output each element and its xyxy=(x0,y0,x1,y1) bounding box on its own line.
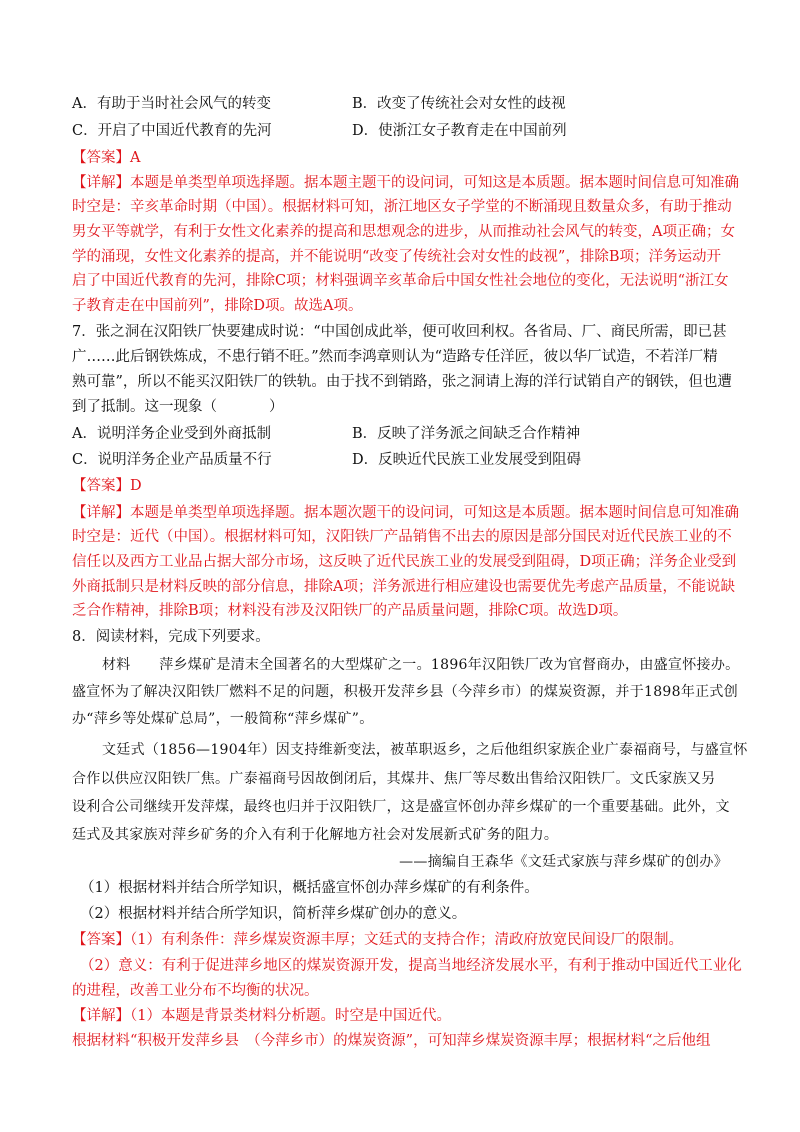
q8-sub-question-1: （1）根据材料并结合所学知识，概括盛宣怀创办萍乡煤矿的有利条件。 xyxy=(80,880,539,896)
q6-option-c: C．开启了中国近代教育的先河 xyxy=(72,123,272,139)
q8-answer-line: 的进程，改善工业分布不均衡的状况。 xyxy=(72,983,319,999)
q8-sub-question-2: （2）根据材料并结合所学知识，简析萍乡煤矿创办的意义。 xyxy=(80,906,467,922)
q6-detail-line: 启了中国近代教育的先河，排除C项；材料强调辛亥革命后中国女性社会地位的变化，无法说明“浙江女 xyxy=(72,273,729,289)
q6-option-d: D．使浙江女子教育走在中国前列 xyxy=(352,123,567,139)
q8-material-line: 廷式及其家族对萍乡矿务的介入有利于化解地方社会对发展新式矿务的阻力。 xyxy=(72,827,559,843)
q8-material-line: 办“萍乡等处煤矿总局”，一般简称“萍乡煤矿”。 xyxy=(72,711,374,727)
q6-detail-line: 子教育走在中国前列”，排除D项。故选A项。 xyxy=(72,298,363,314)
q7-detail-line: 信任以及西方工业品占据大部分市场，这反映了近代民族工业的发展受到阻碍，D项正确；洋务企业受到 xyxy=(72,554,737,570)
q8-detail-line: 根据材料“积极开发萍乡县 （今萍乡市）的煤炭资源”，可知萍乡煤炭资源丰厚；根据材料“之后他组 xyxy=(72,1033,711,1049)
q7-stem-close: ） xyxy=(269,399,284,415)
q6-answer: 【答案】A xyxy=(72,150,141,166)
q7-stem-line: 7．张之洞在汉阳铁厂快要建成时说：“中国创成此举，便可收回利权。各省局、厂、商民所需，即已甚 xyxy=(72,324,727,340)
q7-detail-line: 【详解】本题是单类型单项选择题。据本题次题干的设问词，可知这是本质题。据本题时间信息可知准确 xyxy=(72,505,739,521)
q7-option-d: D．反映近代民族工业发展受到阻碍 xyxy=(352,452,582,468)
q8-stem: 8．阅读材料，完成下列要求。 xyxy=(72,629,270,645)
q8-material-line: 盛宣怀为了解决汉阳铁厂燃料不足的问题，积极开发萍乡县（今萍乡市）的煤炭资源，并于1898年正式创 xyxy=(72,684,739,700)
q6-detail-line: 时空是：辛亥革命时期（中国）。根据材料可知，浙江地区女子学堂的不断涌现且数量众多，有助于推动 xyxy=(72,199,732,215)
q7-detail-line: 外商抵制只是材料反映的部分信息，排除A项；洋务派进行相应建设也需要优先考虑产品质量，不能说缺 xyxy=(72,579,735,595)
q7-stem-line-last xyxy=(72,397,284,417)
q6-detail-line: 【详解】本题是单类型单项选择题。据本题主题干的设问词，可知这是本质题。据本题时间信息可知准确 xyxy=(72,175,739,191)
q8-answer-line: （2）意义：有利于促进萍乡地区的煤炭资源开发，提高当地经济发展水平，有利于推动中国近代工业化 xyxy=(80,958,742,974)
q6-option-b: B．改变了传统社会对女性的歧视 xyxy=(352,96,566,112)
q6-detail-line: 学的涌现，女性文化素养的提高，并不能说明“改变了传统社会对女性的歧视”，排除B项；洋务运动开 xyxy=(72,249,721,265)
q8-detail-line: 【详解】（1）本题是背景类材料分析题。时空是中国近代。 xyxy=(72,1008,451,1024)
q7-answer: 【答案】D xyxy=(72,478,142,494)
q7-detail-line: 时空是：近代（中国）。根据材料可知，汉阳铁厂产品销售不出去的原因是部分国民对近代民族工业的不 xyxy=(72,529,732,545)
q7-stem-line: 熟可靠”，所以不能买汉阳铁厂的铁轨。由于找不到销路，张之洞请上海的洋行试销自产的钢铁，但也遭 xyxy=(72,374,732,390)
q7-option-b: B．反映了洋务派之间缺乏合作精神 xyxy=(352,426,581,442)
q7-stem-line: 广……此后钢铁炼成，不患行销不旺。”然而李鸿章则认为“造路专任洋匠，彼以华厂试造，不若洋厂精 xyxy=(72,349,718,365)
q8-material-line: 合作以供应汉阳铁厂焦。广泰福商号因故倒闭后，其煤井、焦厂等尽数出售给汉阳铁厂。文氏家族又另 xyxy=(72,771,716,787)
q7-option-a: A．说明洋务企业受到外商抵制 xyxy=(72,426,271,442)
q8-material-line: 设利合公司继续开发萍煤，最终也归并于汉阳铁厂，这是盛宣怀创办萍乡煤矿的一个重要基础。此外，文 xyxy=(72,799,730,815)
q8-answer-line: 【答案】（1）有利条件：萍乡煤炭资源丰厚；文廷式的支持合作；清政府放宽民间设厂的限制。 xyxy=(72,932,683,948)
q7-detail-line: 乏合作精神，排除B项；材料没有涉及汉阳铁厂的产品质量问题，排除C项。故选D项。 xyxy=(72,603,628,619)
q8-material-line: 材料 萍乡煤矿是清末全国著名的大型煤矿之一。1896年汉阳铁厂改为官督商办，由盛宣怀接办。 xyxy=(102,657,740,673)
q8-material-line: 文廷式（1856—1904年）因支持维新变法，被革职返乡，之后他组织家族企业广泰福商号，与盛宣怀 xyxy=(102,742,748,758)
q6-option-a: A．有助于当时社会风气的转变 xyxy=(72,96,271,112)
q8-source: ——摘编自王森华《文廷式家族与萍乡煤矿的创办》 xyxy=(399,854,728,870)
q7-stem-text: 到了抵制。这一现象（ xyxy=(72,399,217,415)
q6-detail-line: 男女平等就学，有利于女性文化素养的提高和思想观念的进步，从而推动社会风气的转变，A项正确；女 xyxy=(72,224,735,240)
q7-option-c: C．说明洋务企业产品质量不行 xyxy=(72,452,272,468)
